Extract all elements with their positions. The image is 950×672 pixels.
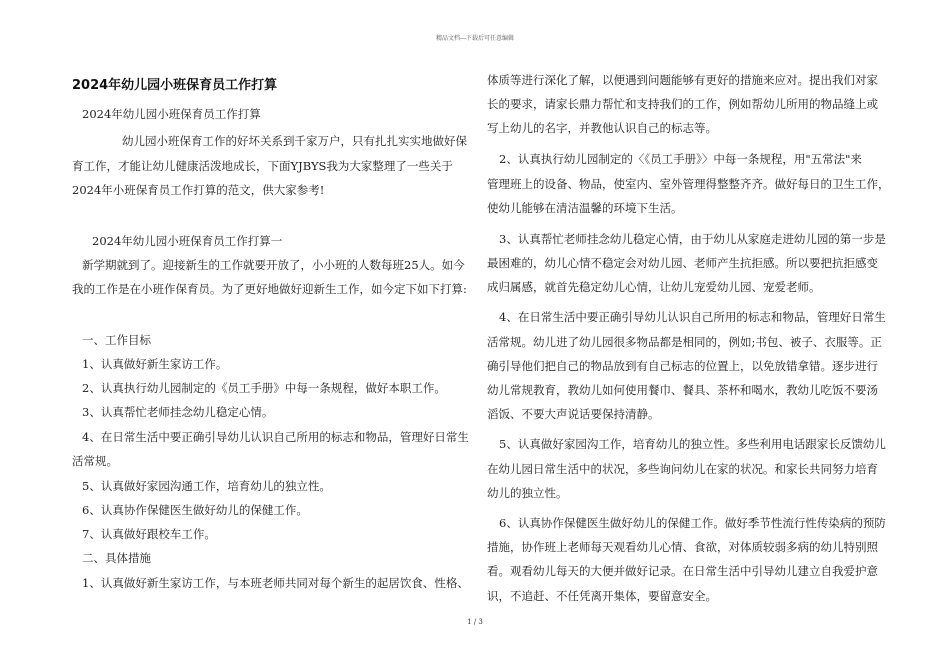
- left-text-line: 3、认真帮忙老师挂念幼儿稳定心情。: [82, 405, 274, 419]
- right-text-line: 5、认真做好家园沟工作，培育幼儿的独立性。多些利用电话跟家长反馈幼儿: [499, 437, 886, 451]
- right-text-line: 幼儿的独立性。: [487, 486, 568, 500]
- left-text-line: 幼儿园小班保育工作的好坏关系到千家万户，只有扎扎实实地做好保: [122, 134, 467, 148]
- left-text-line: 5、认真做好家园沟通工作，培育幼儿的独立性。: [82, 479, 331, 493]
- right-text-line: 最困难的，幼儿心情不稳定会对幼儿园、老师产生抗拒感。所以要把抗拒感变: [487, 256, 878, 270]
- left-text-line: 6、认真协作保健医生做好幼儿的保健工作。: [82, 503, 308, 517]
- left-text-line: 育工作，才能让幼儿健康活泼地成长，下面YJBYS我为大家整理了一些关于: [72, 159, 453, 173]
- right-text-line: 6、认真协作保健医生做好幼儿的保健工作。做好季节性流行性传染病的预防: [499, 516, 886, 530]
- right-text-line: 活常规。幼儿进了幼儿园很多物品都是相同的，例如;书包、被子、衣服等。正: [487, 335, 882, 349]
- left-text-line: 1、认真做好新生家访工作，与本班老师共同对每个新生的起居饮食、性格、: [82, 576, 469, 590]
- right-text-line: 措施，协作班上老师每天观看幼儿心情、食欲，对体质较弱多病的幼儿特别照: [487, 540, 878, 554]
- left-text-line: 2024年幼儿园小班保育员工作打算一: [92, 234, 283, 248]
- left-text-line: 7、认真做好跟校车工作。: [82, 527, 216, 541]
- page-header: 精品文档---下载后可任意编辑: [435, 35, 515, 42]
- document-title: 2024年幼儿园小班保育员工作打算: [72, 78, 278, 93]
- right-text-line: 看。观看幼儿每天的大便并做好记录。在日常生活中引导幼儿建立自我爱护意: [487, 564, 878, 578]
- left-text-line: 我的工作是在小班作保育员。为了更好地做好迎新生工作，如今定下如下打算:: [72, 282, 467, 296]
- right-text-line: 确引导他们把自己的物品放到有自己标志的位置上，以免放错拿错。逐步进行: [487, 359, 878, 373]
- left-text-line: 二、具体措施: [82, 551, 151, 565]
- left-text-line: 1、认真做好新生家访工作。: [82, 357, 228, 371]
- right-text-line: 在幼儿园日常生活中的状况，多些询问幼儿在家的状况。和家长共同努力培育: [487, 462, 878, 476]
- left-text-line: 2024年小班保育员工作打算的范文，供大家参考!: [72, 183, 325, 197]
- page-number: 1 / 3: [467, 618, 483, 626]
- left-text-line: 2、认真执行幼儿园制定的《员工手册》中每一条规程，做好本职工作。: [82, 381, 446, 395]
- right-text-line: 管理班上的设备、物品，使室内、室外管理得整整齐齐。做好每日的卫生工作，: [487, 177, 890, 191]
- right-text-line: 成归属感，就首先稳定幼儿心情，让幼儿宠爱幼儿园、宠爱老师。: [487, 280, 821, 294]
- right-text-line: 体质等进行深化了解，以便遇到问题能够有更好的措施来应对。提出我们对家: [487, 73, 878, 87]
- right-text-line: 长的要求，请家长鼎力帮忙和支持我们的工作，例如帮幼儿所用的物品缝上或: [487, 97, 878, 111]
- right-text-line: 2、认真执行幼儿园制定的〈《员工手册》〉中每一条规程，用"五常法"来: [499, 152, 862, 166]
- right-text-line: 幼儿常规教育，教幼儿如何使用餐巾、餐具、茶杯和喝水，教幼儿吃饭不要汤: [487, 383, 878, 397]
- right-text-line: 3、认真帮忙老师挂念幼儿稳定心情，由于幼儿从家庭走进幼儿园的第一步是: [499, 232, 886, 246]
- left-text-line: 2024年幼儿园小班保育员工作打算: [82, 107, 261, 121]
- right-text-line: 使幼儿能够在清洁温馨的环境下生活。: [487, 201, 683, 215]
- right-text-line: 滔饭、不要大声说话要保持清静。: [487, 407, 660, 421]
- right-text-line: 4、在日常生活中要正确引导幼儿认识自己所用的标志和物品，管理好日常生: [499, 310, 886, 324]
- left-text-line: 活常规。: [72, 454, 118, 468]
- left-text-line: 4、在日常生活中要正确引导幼儿认识自己所用的标志和物品，管理好日常生: [82, 430, 469, 444]
- left-text-line: 新学期就到了。迎接新生的工作就要开放了，小小班的人数每班25人。如今: [82, 258, 465, 272]
- right-text-line: 写上幼儿的名字，并教他认识自己的标志等。: [487, 121, 717, 135]
- left-text-line: 一、工作目标: [82, 333, 151, 347]
- right-text-line: 识，不追赶、不任凭离开集体，要留意安全。: [487, 589, 717, 603]
